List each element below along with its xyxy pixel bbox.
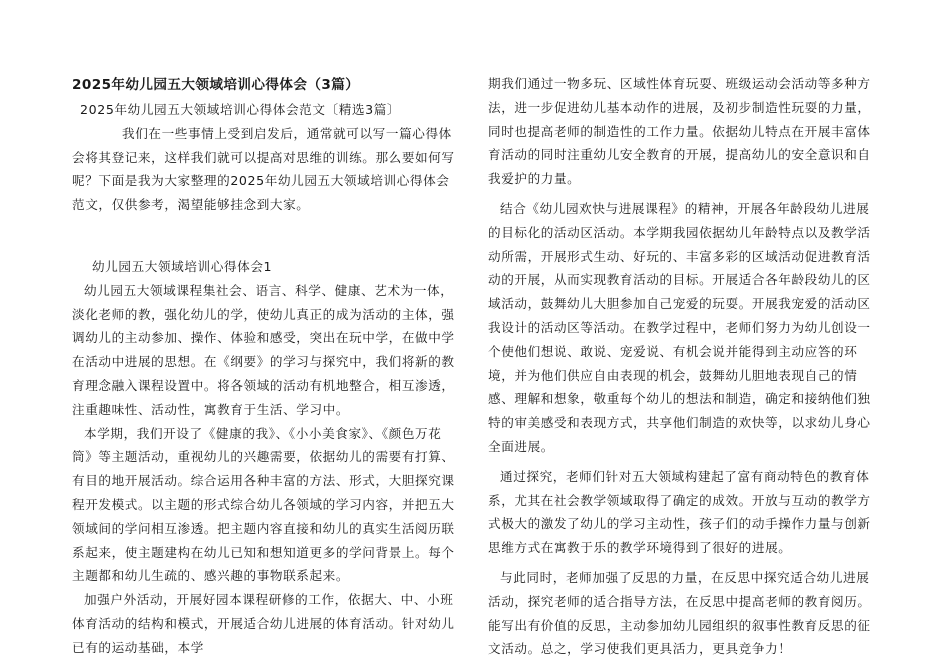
document-title: 2025年幼儿园五大领域培训心得体会（3篇）	[72, 77, 360, 93]
body-paragraph: 本学期，我们开设了《健康的我》、《小小美食家》、《颜色万花筒》等主题活动，重视幼儿的兴趣需要，依据幼儿的需要有打算、有目的地开展活动。综合运用各种丰富的方法、形式，大胆探究课程开发模式。以主题的形式综合幼儿各领域的学习内容，并把五大领域间的学问相互渗透。把主题内容直接和幼儿的真实生活阅历联系起来，使主题建构在幼儿已知和想知道更多的学问背景上。每个主题都和幼儿生疏的、感兴趣的事物联系起来。	[72, 425, 455, 584]
document-subtitle: 2025年幼儿园五大领域培训心得体会范文〔精选3篇〕	[80, 102, 401, 117]
right-column	[488, 72, 878, 661]
body-paragraph: 期我们通过一物多玩、区域性体育玩耍、班级运动会活动等多种方法，进一步促进幼儿基本动作的进展，及初步制造性玩耍的力量，同时也提高老师的制造性的工作力量。依据幼儿特点在开展丰富体育活动的同时注重幼儿安全教育的开展，提高幼儿的安全意识和自我爱护的力量。	[488, 76, 871, 187]
body-paragraph: 通过探究，老师们针对五大领域构建起了富有商动特色的教育体系，尤其在社会教学领域取得了确定的成效。开放与互动的教学方式极大的激发了幼儿的学习主动性，孩子们的动手操作力量与创新思维方式在寓教于乐的教学环境得到了很好的进展。	[488, 468, 871, 556]
intro-paragraph: 我们在一些事情上受到启发后，通常就可以写一篇心得体会将其登记来，这样我们就可以提高对思维的训练。那么要如何写呢？下面是我为大家整理的2025年幼儿园五大领域培训心得体会范文，仅供参考，渴望能够挂念到大家。	[72, 125, 455, 213]
body-paragraph: 加强户外活动，开展好园本课程研修的工作，依据大、中、小班体育活动的结构和模式，开展适合幼儿进展的体育活动。针对幼儿已有的运动基础，本学	[72, 592, 455, 655]
body-paragraph: 与此同时，老师加强了反思的力量，在反思中探究适合幼儿进展活动，探究老师的适合指导方法，在反思中提高老师的教育阅历。能写出有价值的反思，主动参加幼儿园组织的叙事性教育反思的征文活动。总之，学习使我们更具活力，更具竞争力！	[488, 569, 871, 657]
section-title: 幼儿园五大领域培训心得体会1	[92, 258, 273, 274]
spacer	[72, 217, 456, 241]
spacer	[72, 241, 456, 255]
body-paragraph: 幼儿园五大领域课程集社会、语言、科学、健康、艺术为一体，淡化老师的教，强化幼儿的学，使幼儿真正的成为活动的主体，强调幼儿的主动参加、操作、体验和感受，突出在玩中学，在做中学在活动中进展的思想。在《纲要》的学习与探究中，我们将新的教育理念融入课程设置中。将各领域的活动有机地整合，相互渗透，注重趣味性、活动性，寓教育于生活、学习中。	[72, 282, 455, 417]
left-column	[72, 72, 456, 660]
body-paragraph: 结合《幼儿园欢快与进展课程》的精神，开展各年龄段幼儿进展的目标化的活动区活动。本学期我园依据幼儿年龄特点以及教学活动所需，开展形式生动、好玩的、丰富多彩的区域活动促进教育活动的开展，从而实现教育活动的目标。开展适合各年龄段幼儿的区域活动，鼓舞幼儿大胆参加自己宠爱的玩耍。开展我宠爱的活动区我设计的活动区等活动。在教学过程中，老师们努力为幼儿创设一个使他们想说、敢说、宠爱说、有机会说并能得到主动应答的环境，并为他们供应自由表现的机会，鼓舞幼儿胆地表现自己的情感、理解和想象，敬重每个幼儿的想法和制造，确定和接纳他们独特的审美感受和表现方式，共享他们制造的欢快等，以求幼儿身心全面进展。	[488, 200, 871, 454]
